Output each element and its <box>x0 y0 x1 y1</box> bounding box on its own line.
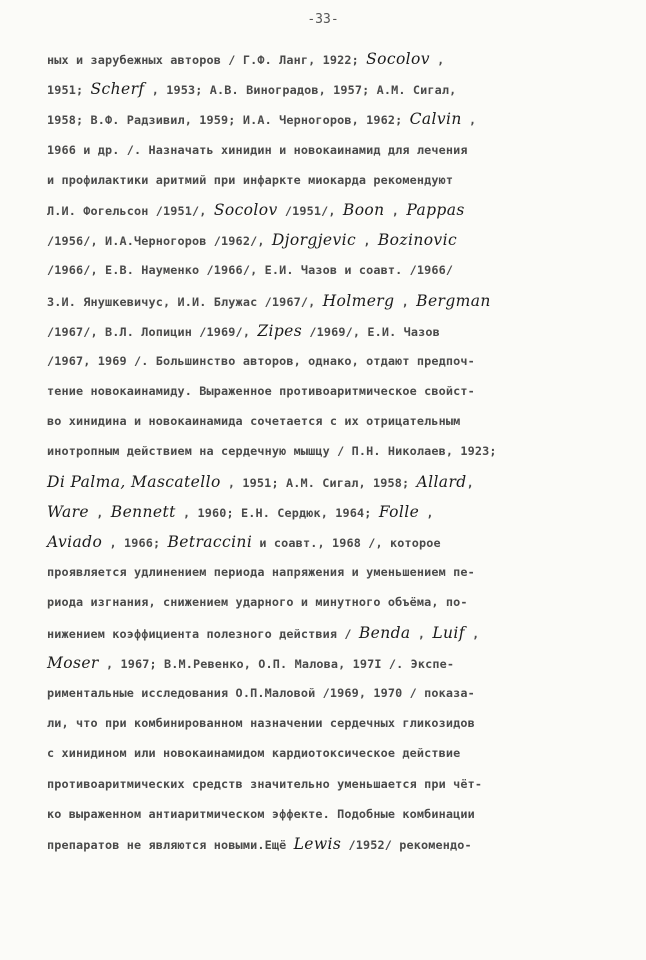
typed-text: , <box>429 53 445 67</box>
handwritten-author-name: Calvin <box>409 110 462 129</box>
text-line <box>47 497 607 527</box>
text-line <box>47 255 607 285</box>
typed-text: , <box>461 113 477 128</box>
typed-text: /1966/, Е.В. Науменко /1966/, Е.И. Чазов и соавт. /1966/ <box>47 263 454 278</box>
text-line <box>47 799 607 829</box>
typed-text: 1951; <box>47 83 91 98</box>
handwritten-author-name: Luif <box>432 623 465 642</box>
typed-text: инотропным действием на сердечную мышцу / П.Н. Николаев, 1923; <box>47 444 497 459</box>
text-line <box>47 708 607 738</box>
typed-text: ли, что при комбинированном назначении сердечных гликозидов <box>47 716 475 731</box>
typed-text: риментальные исследования О.П.Маловой /1969, 1970 / показа- <box>47 685 475 700</box>
typed-text: , <box>419 505 434 520</box>
text-line <box>47 376 607 406</box>
text-line <box>47 557 607 587</box>
typed-text: во хинидина и новокаинамида сочетается с их отрицательным <box>47 414 461 429</box>
typed-text: противоаритмических средств значительно уменьшается при чёт- <box>47 776 483 791</box>
handwritten-author-name: Pappas <box>406 200 465 219</box>
text-line <box>47 346 607 376</box>
typed-text: Л.И. Фогельсон /1951/, <box>47 203 214 218</box>
typed-text: и профилактики аритмий при инфаркте миокарда рекомендуют <box>47 172 454 187</box>
typed-text: /1956/, И.А.Черногоров /1962/, <box>47 234 272 249</box>
text-line <box>47 587 607 617</box>
typed-text: риода изгнания, снижением ударного и минутного объёма, по- <box>47 595 468 610</box>
typed-text: 1966 и др. /. Назначать хинидин и новокаинамид для лечения <box>47 142 468 157</box>
handwritten-author-name: Di Palma, Mascatello <box>47 472 221 491</box>
typed-text: 1958; В.Ф. Радзивил, 1959; И.А. Черногоров, 1962; <box>47 113 410 128</box>
text-line <box>47 286 607 316</box>
handwritten-author-name: Socolov <box>213 200 278 219</box>
typed-text: ных и зарубежных авторов / Г.Ф. Ланг, 1922; <box>47 53 367 67</box>
handwritten-author-name: Moser <box>47 653 99 672</box>
text-line <box>47 738 607 768</box>
typed-text: /1951/, <box>277 203 343 218</box>
page-number: -33- <box>307 12 339 27</box>
handwritten-author-name: Bergman <box>416 291 491 310</box>
typed-text: , <box>410 626 433 641</box>
typed-text: , 1951; А.М. Сигал, 1958; <box>220 475 417 490</box>
handwritten-author-name: Socolov <box>366 50 430 68</box>
typed-text: с хинидином или новокаинамидом кардиотоксическое действие <box>47 746 461 761</box>
handwritten-author-name: Boon <box>342 200 385 219</box>
typed-text: , <box>384 203 407 218</box>
text-line <box>47 618 607 648</box>
handwritten-author-name: Scherf <box>90 80 145 99</box>
typed-text: нижением коэффициента полезного действия / <box>47 626 359 641</box>
typed-text: ко выраженном антиаритмическом эффекте. Подобные комбинации <box>47 806 475 821</box>
text-line <box>47 527 607 557</box>
text-line <box>47 104 607 134</box>
handwritten-author-name: Zipes <box>257 321 303 340</box>
text-line <box>47 316 607 346</box>
text-line <box>47 467 607 497</box>
text-line <box>47 769 607 799</box>
text-line <box>47 74 607 104</box>
text-line <box>47 648 607 678</box>
typed-text: , 1967; В.М.Ревенко, О.П. Малова, 197I /. Экспе- <box>98 656 455 671</box>
typed-text: , <box>356 234 378 249</box>
text-line <box>47 678 607 708</box>
typed-text: препаратов не являются новыми.Ещё <box>47 837 294 852</box>
text-line <box>47 829 607 859</box>
text-line <box>47 225 607 255</box>
text-line <box>47 165 607 195</box>
text-line <box>47 44 607 74</box>
typed-text: и соавт., 1968 /, которое <box>252 536 441 550</box>
handwritten-author-name: Bozinovic <box>377 231 458 250</box>
handwritten-author-name: Folle <box>378 502 420 521</box>
typed-text: , <box>89 505 111 520</box>
typed-text: , 1966; <box>102 536 168 550</box>
typed-text: , 1960; Е.Н. Сердюк, 1964; <box>175 505 379 520</box>
typed-text: проявляется удлинением периода напряжения и уменьшением пе- <box>47 565 475 580</box>
handwritten-author-name: Betraccini <box>167 533 253 551</box>
handwritten-author-name: Bennett <box>110 502 176 521</box>
typed-text: /1952/ рекомендо- <box>341 837 472 852</box>
text-line <box>47 135 607 165</box>
handwritten-author-name: Benda <box>358 623 411 642</box>
handwritten-author-name: Allard <box>416 472 467 491</box>
typed-text: З.И. Янушкевичус, И.И. Блужас /1967/, <box>47 294 323 309</box>
text-line <box>47 195 607 225</box>
handwritten-author-name: Holmerg <box>322 291 395 310</box>
typed-text: , <box>394 294 417 309</box>
text-line <box>47 406 607 436</box>
typed-text: , <box>466 475 474 490</box>
handwritten-author-name: Djorgjevic <box>271 231 357 250</box>
handwritten-author-name: Aviado <box>47 533 103 551</box>
typed-text: , 1953; А.В. Виноградов, 1957; А.М. Сигал, <box>144 83 457 98</box>
handwritten-author-name: Ware <box>47 502 90 521</box>
typed-text: /1967, 1969 /. Большинство авторов, однако, отдают предпоч- <box>47 353 475 368</box>
typed-text: , <box>464 626 480 641</box>
body-text <box>47 44 607 859</box>
text-line <box>47 436 607 466</box>
typed-text: /1969/, Е.И. Чазов <box>302 324 440 339</box>
handwritten-author-name: Lewis <box>293 834 342 853</box>
typed-text: /1967/, В.Л. Лопицин /1969/, <box>47 324 258 339</box>
typed-text: тение новокаинамиду. Выраженное противоаритмическое свойст- <box>47 384 475 399</box>
